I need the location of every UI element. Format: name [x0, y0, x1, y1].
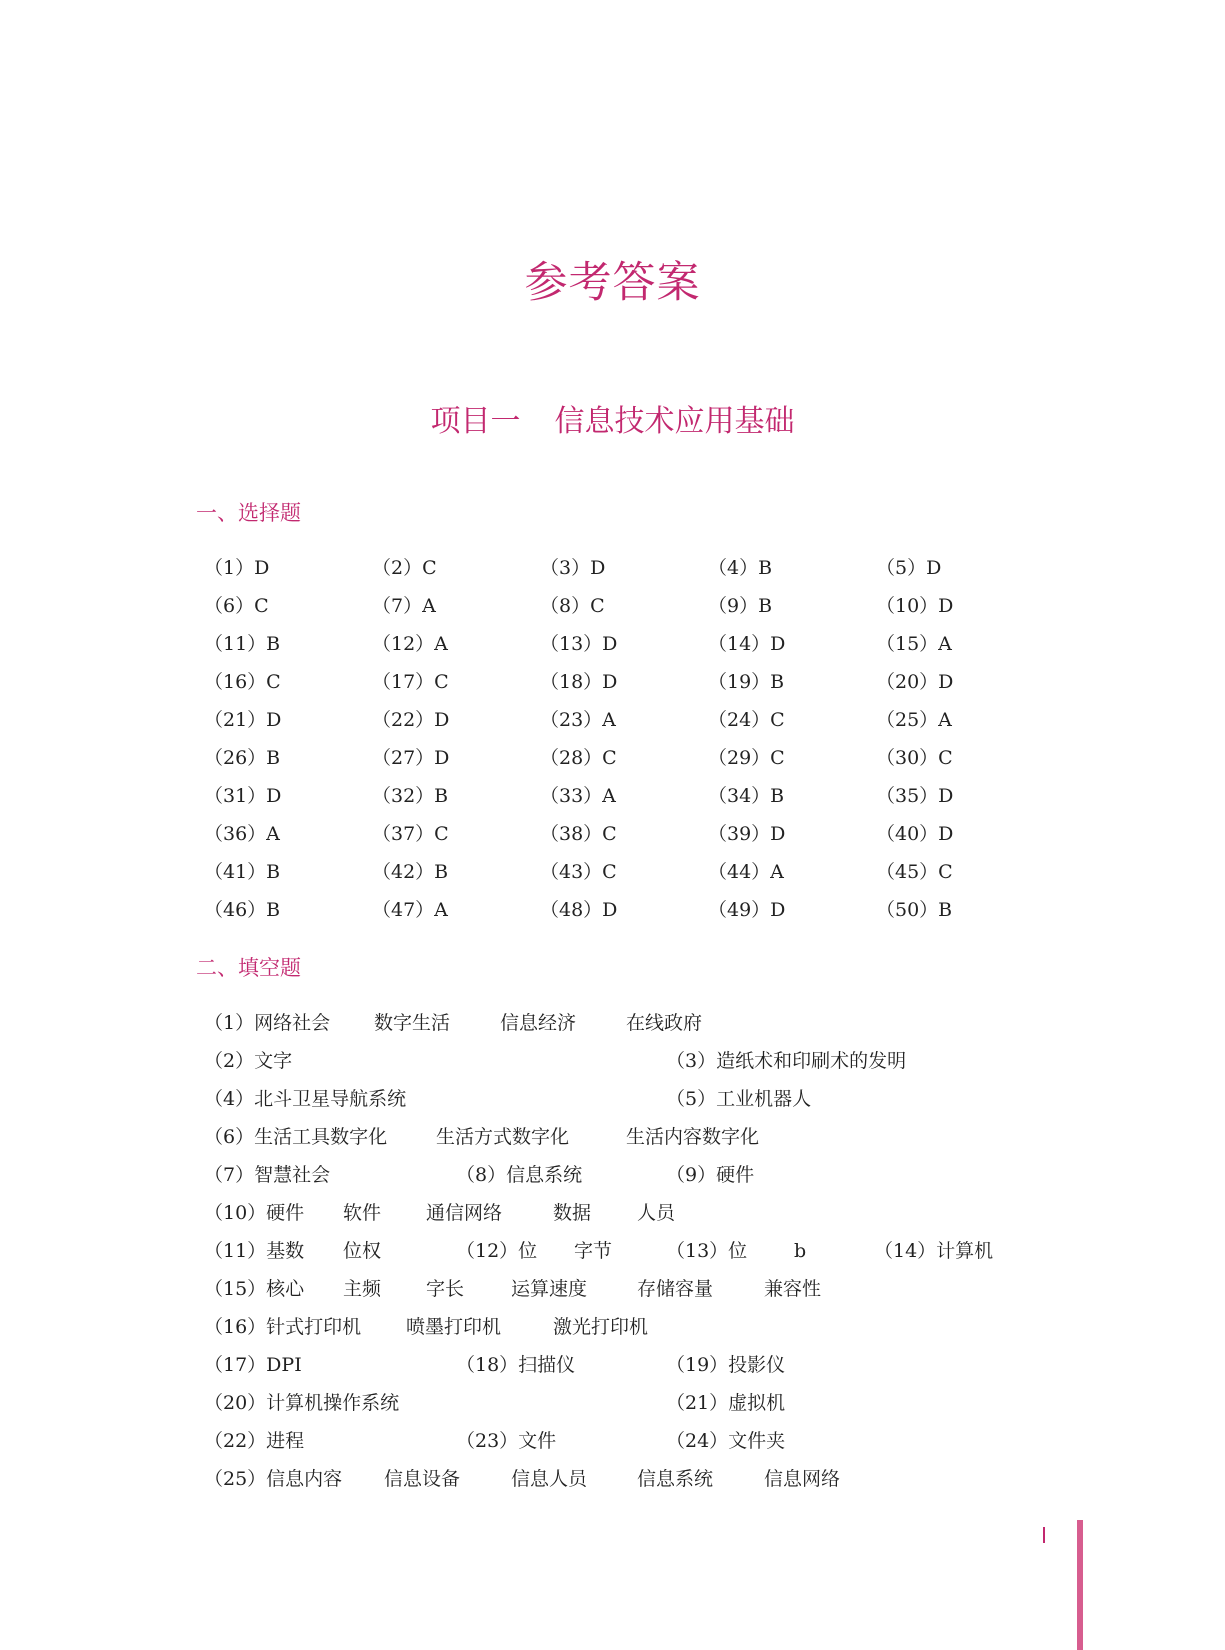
fill-answer: 信息设备	[384, 1468, 461, 1490]
choice-answer: （14）D	[708, 633, 786, 655]
choice-answer: （4）B	[708, 557, 773, 579]
page-title: 参考答案	[524, 258, 701, 308]
fill-answer: （4）北斗卫星导航系统	[204, 1088, 407, 1110]
choice-answer: （17）C	[372, 671, 449, 693]
choice-answer: （9）B	[708, 595, 773, 617]
fill-answer: 软件	[343, 1202, 382, 1224]
choice-answer: （32）B	[372, 785, 449, 807]
fill-answer: （9）硬件	[666, 1164, 755, 1186]
fill-answer: 兼容性	[764, 1278, 822, 1300]
choice-answer: （50）B	[876, 899, 953, 921]
fill-answer: （25）信息内容	[204, 1468, 343, 1490]
choice-answer: （31）D	[204, 785, 282, 807]
fill-answer: 字长	[426, 1278, 465, 1300]
choice-answer: （33）A	[540, 785, 616, 807]
fill-answer: （16）针式打印机	[204, 1316, 362, 1338]
choice-answer: （15）A	[876, 633, 952, 655]
choice-answer: （29）C	[708, 747, 785, 769]
fill-answer: （14）计算机	[874, 1240, 994, 1262]
choice-answer: （16）C	[204, 671, 281, 693]
fill-answer: 人员	[637, 1202, 676, 1224]
fill-answer: 信息系统	[637, 1468, 714, 1490]
project-label: 项目一	[430, 404, 521, 439]
fill-answer: （18）扫描仪	[456, 1354, 576, 1376]
fill-answer: 数据	[553, 1202, 592, 1224]
fill-answer: （19）投影仪	[666, 1354, 786, 1376]
choice-answer: （24）C	[708, 709, 785, 731]
choice-answer: （20）D	[876, 671, 954, 693]
choice-answer: （47）A	[372, 899, 448, 921]
choice-answer: （43）C	[540, 861, 617, 883]
fill-answer: （17）DPI	[204, 1354, 302, 1376]
fill-answer: （23）文件	[456, 1430, 557, 1452]
choice-answer: （40）D	[876, 823, 954, 845]
choice-answer: （41）B	[204, 861, 281, 883]
fill-answer: （3）造纸术和印刷术的发明	[666, 1050, 907, 1072]
fill-answer: （8）信息系统	[456, 1164, 583, 1186]
fill-answer: （5）工业机器人	[666, 1088, 812, 1110]
fill-answer: （11）基数	[204, 1240, 305, 1262]
fill-answer: （6）生活工具数字化	[204, 1126, 388, 1148]
fill-answer: 通信网络	[426, 1202, 503, 1224]
fill-answer: 激光打印机	[553, 1316, 649, 1338]
choice-answer: （25）A	[876, 709, 952, 731]
fill-answer: （24）文件夹	[666, 1430, 786, 1452]
fill-answer: 字节	[574, 1240, 613, 1262]
choice-answer: （8）C	[540, 595, 605, 617]
choice-answer: （35）D	[876, 785, 954, 807]
choice-answer: （11）B	[204, 633, 281, 655]
fill-answer: 运算速度	[511, 1278, 588, 1300]
fill-answer: 信息人员	[511, 1468, 588, 1490]
choice-answer: （6）C	[204, 595, 269, 617]
page-marker	[1043, 1527, 1045, 1543]
choice-answer: （30）C	[876, 747, 953, 769]
choice-answer: （28）C	[540, 747, 617, 769]
choice-answer: （1）D	[204, 557, 270, 579]
choice-answer: （38）C	[540, 823, 617, 845]
fill-answer: （2）文字	[204, 1050, 293, 1072]
choice-answer: （21）D	[204, 709, 282, 731]
fill-answer: 位权	[343, 1240, 382, 1262]
choice-answer: （48）D	[540, 899, 618, 921]
fill-answer: b	[794, 1240, 807, 1262]
fill-answer: 存储容量	[637, 1278, 714, 1300]
page-edge-bar	[1077, 1520, 1083, 1650]
choice-answer: （45）C	[876, 861, 953, 883]
fill-answer: （12）位	[456, 1240, 538, 1262]
choice-answer: （42）B	[372, 861, 449, 883]
fill-answer: 喷墨打印机	[406, 1316, 502, 1338]
choice-answer: （3）D	[540, 557, 606, 579]
choice-answer: （44）A	[708, 861, 784, 883]
choice-answer: （26）B	[204, 747, 281, 769]
section-heading-fill: 二、填空题	[196, 956, 301, 980]
fill-answer: （7）智慧社会	[204, 1164, 331, 1186]
choice-answer: （27）D	[372, 747, 450, 769]
fill-answer: （10）硬件	[204, 1202, 305, 1224]
fill-answer: （21）虚拟机	[666, 1392, 786, 1414]
choice-answer: （22）D	[372, 709, 450, 731]
choice-answer: （39）D	[708, 823, 786, 845]
choice-answer: （7）A	[372, 595, 436, 617]
choice-answer: （10）D	[876, 595, 954, 617]
choice-answer: （46）B	[204, 899, 281, 921]
fill-answer: 生活内容数字化	[626, 1126, 760, 1148]
fill-answer: 信息经济	[500, 1012, 577, 1034]
choice-answer: （12）A	[372, 633, 448, 655]
fill-answer: 数字生活	[374, 1012, 451, 1034]
fill-answer: （1）网络社会	[204, 1012, 331, 1034]
choice-answer: （36）A	[204, 823, 280, 845]
fill-answer: （20）计算机操作系统	[204, 1392, 400, 1414]
choice-answer: （49）D	[708, 899, 786, 921]
choice-answer: （5）D	[876, 557, 942, 579]
fill-answer: （15）核心	[204, 1278, 305, 1300]
fill-answer: 在线政府	[626, 1012, 703, 1034]
fill-answer: 生活方式数字化	[436, 1126, 570, 1148]
fill-answer: 主频	[343, 1278, 382, 1300]
choice-answer: （18）D	[540, 671, 618, 693]
choice-answer: （19）B	[708, 671, 785, 693]
project-name: 信息技术应用基础	[554, 404, 795, 439]
section-heading-choice: 一、选择题	[196, 501, 301, 525]
fill-answer: （22）进程	[204, 1430, 305, 1452]
choice-answer: （13）D	[540, 633, 618, 655]
choice-answer: （37）C	[372, 823, 449, 845]
project-title	[0, 400, 1225, 444]
choice-answer: （34）B	[708, 785, 785, 807]
choice-answer: （23）A	[540, 709, 616, 731]
fill-answer: 信息网络	[764, 1468, 841, 1490]
fill-answer: （13）位	[666, 1240, 748, 1262]
choice-answer: （2）C	[372, 557, 437, 579]
